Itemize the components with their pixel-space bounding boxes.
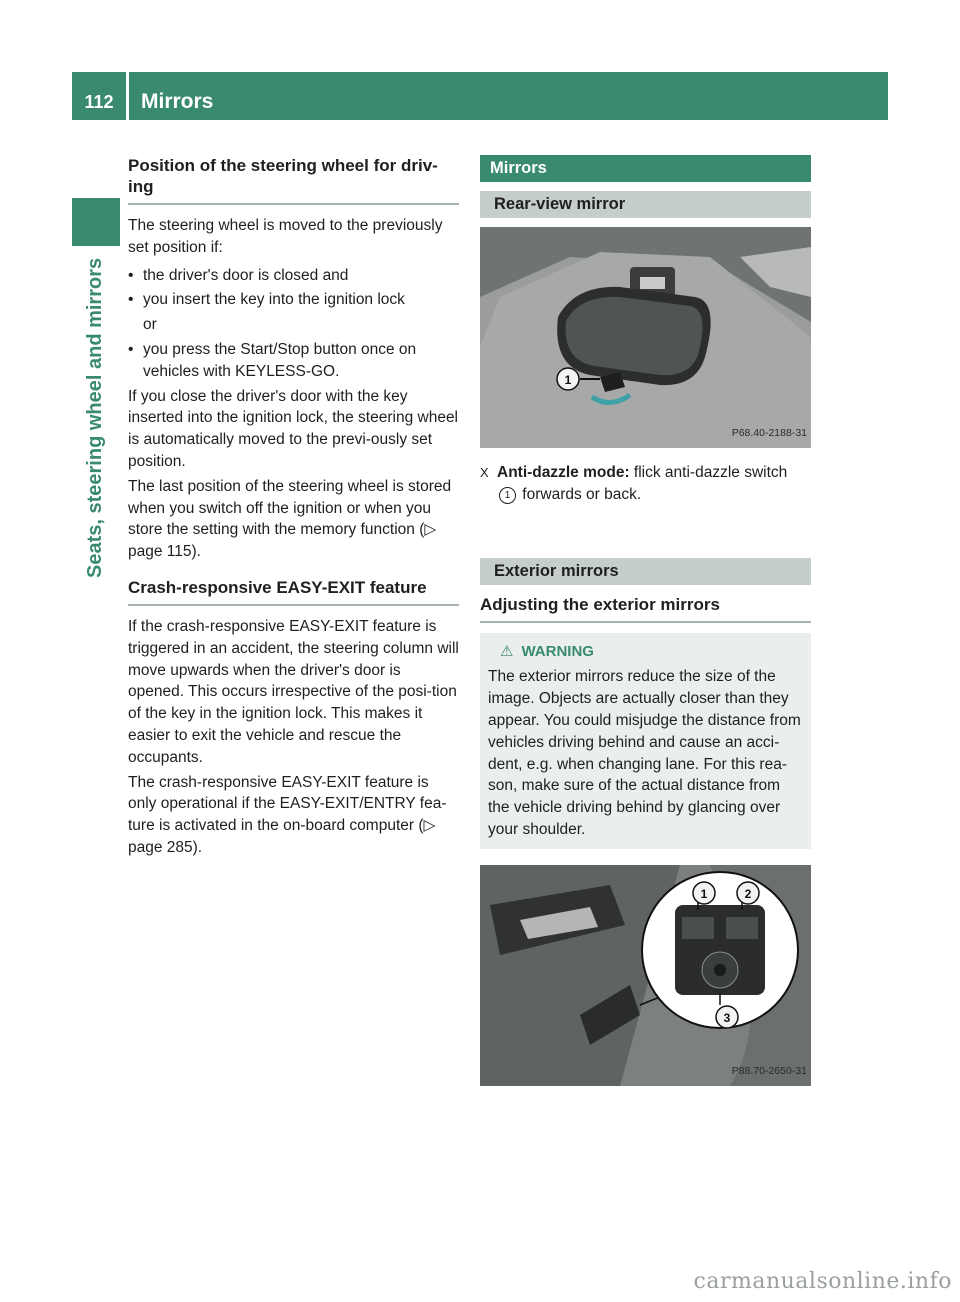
bullet-item: • you press the Start/Stop button once on vehicles with KEYLESS-GO. <box>128 339 459 383</box>
bullet-item: • the driver's door is closed and <box>128 265 459 287</box>
exterior-mirror-controls-photo <box>480 865 811 1086</box>
rearview-mirror-photo <box>480 227 811 448</box>
step-arrow-icon: X <box>480 465 489 480</box>
callout-3: 3 <box>723 1010 731 1025</box>
instruction-text: flick anti-dazzle switch <box>629 464 788 481</box>
paragraph: The steering wheel is moved to the previously set position if: <box>128 217 443 256</box>
section-heading-easy-exit: Crash-responsive EASY-EXIT feature <box>128 577 459 606</box>
warning-header <box>488 641 803 663</box>
section-bar-rearview: Rear-view mirror <box>480 191 811 218</box>
page-number: 112 <box>84 92 114 112</box>
bullet-item: • you insert the key into the ignition lock <box>128 289 459 311</box>
paragraph: The last position of the steering wheel is stored when you switch off the ignition or when you store the setting with the memory function (▷ page 115). <box>128 477 452 561</box>
photo-code: P68.40-2188-31 <box>731 427 807 440</box>
instruction-step <box>480 462 811 506</box>
callout-1: 1 <box>564 373 572 387</box>
or-text: or <box>143 316 157 334</box>
callout-number-icon: 1 <box>499 487 516 504</box>
photo-code: P88.70-2650-31 <box>731 1064 807 1077</box>
warning-title: WARNING <box>521 642 594 660</box>
warning-text: The exterior mirrors reduce the size of the image. Objects are actually closer than they appear. You could misjudge the distance from vehicles driving behind and cause an acci-dent, e.g. when changing lane. For this rea-son, make sure of the actual distance from the vehicle driving behind by glancing over your shoulder. <box>488 668 801 838</box>
header-divider <box>126 72 129 120</box>
page-title: Mirrors <box>141 90 214 113</box>
warning-triangle-icon: ⚠ <box>500 642 514 660</box>
paragraph: If the crash-responsive EASY-EXIT feature is triggered in an accident, the steering column will move upwards when the driver's door is opened. This occurs irrespective of the posi-tion of the key in the ignition lock. This makes it easier to exit the vehicle and rescue the occupants. <box>128 617 459 766</box>
section-heading-steering-position: Position of the steering wheel for driv-ing <box>128 155 459 205</box>
chapter-tab <box>72 198 120 246</box>
instruction-label: Anti-dazzle mode: <box>497 464 630 481</box>
section-bar-exterior: Exterior mirrors <box>480 558 811 585</box>
left-column <box>128 155 459 859</box>
callout-1: 1 <box>700 886 708 901</box>
door-controls-illustration <box>480 865 811 1086</box>
watermark: carmanualsonline.info <box>693 1269 952 1294</box>
rearview-mirror-illustration <box>480 227 811 448</box>
instruction-text: forwards or back. <box>518 485 642 503</box>
warning-box <box>480 633 811 849</box>
section-bar-mirrors: Mirrors <box>480 155 811 182</box>
callout-2: 2 <box>744 886 752 901</box>
paragraph: If you close the driver's door with the key inserted into the ignition lock, the steering wheel is automatically moved to the previ-ously set position. <box>128 387 459 470</box>
right-column <box>480 155 811 1086</box>
section-heading-adjust-mirrors: Adjusting the exterior mirrors <box>480 594 811 623</box>
chapter-label: Seats, steering wheel and mirrors <box>84 258 106 579</box>
paragraph: The crash-responsive EASY-EXIT feature is only operational if the EASY-EXIT/ENTRY fea-ture is activated in the on-board computer (▷ page 285). <box>128 773 447 856</box>
